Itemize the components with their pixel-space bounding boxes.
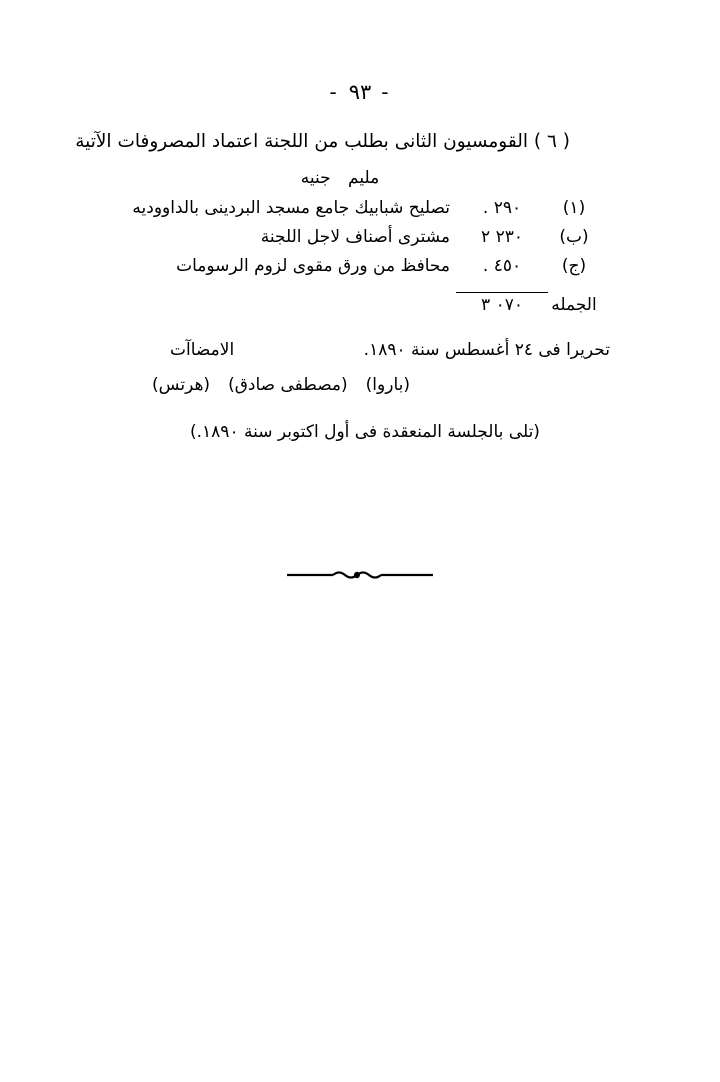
page-number-dash-left: - [329,80,339,104]
page-number-dash-right: - [381,80,391,104]
row-description: محافظ من ورق مقوى لزوم الرسومات [176,256,450,276]
table-row [120,227,600,247]
total-label: الجمله [551,295,597,315]
row-amount: ٤٥٠ . [482,256,522,276]
decorative-rule [0,566,720,580]
total-amount: ٠٧٠ ٣ [456,292,548,315]
signature-name: (باروا) [365,375,410,395]
signatures-title: الامضاآت [170,340,235,360]
page-number [0,80,720,104]
currency-column-headers [0,168,720,188]
currency-millieme-label: مليم [348,168,380,188]
table-row [120,256,600,276]
section-heading: ( ٦ ) القومسيون الثانى بطلب من اللجنة اعتماد المصروفات الآتية [75,131,570,152]
row-amount: ٢٣٠ ٢ [481,227,523,247]
signature-name: (هرتس) [152,375,211,395]
expenses-table [120,198,600,285]
row-label: (ج) [561,256,587,276]
row-description: مشترى أصناف لاجل اللجنة [260,227,450,247]
table-row [120,198,600,218]
issue-date: تحريرا فى ٢٤ أغسطس سنة ١٨٩٠. [363,340,610,360]
signature-header-line [110,340,610,360]
table-total-row [120,295,600,315]
signature-name: (مصطفى صادق) [228,375,348,395]
page-number-value: ٩٣ [348,80,372,104]
row-amount: ٢٩٠ . [482,198,522,218]
signature-names [110,375,610,395]
approval-note: (تلى بالجلسة المنعقدة فى أول اكتوبر سنة ١٨٩٠.) [190,422,540,442]
row-label: (١) [562,198,586,218]
currency-pound-label: جنيه [300,168,331,188]
row-description: تصليح شبابيك جامع مسجد البردينى بالداووديه [132,198,450,218]
row-label: (ب) [559,227,589,247]
